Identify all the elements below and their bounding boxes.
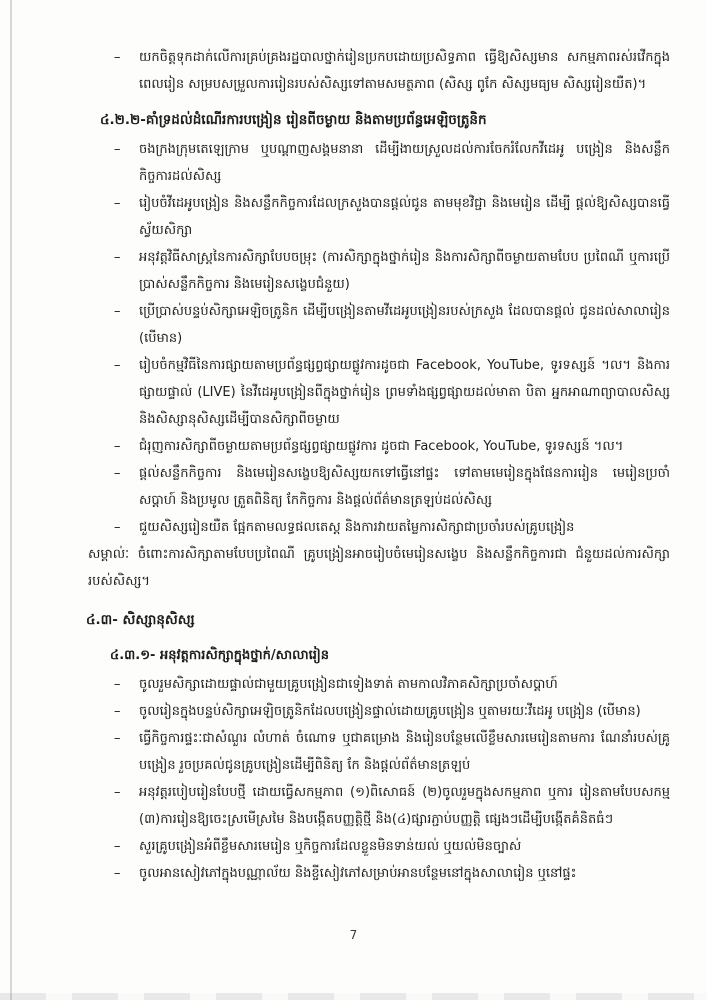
bullet-dash: –: [114, 731, 121, 746]
bullet-item: [86, 833, 670, 860]
bullet-dash: –: [114, 866, 121, 881]
scan-bottom-edge-artifact: [0, 993, 707, 1000]
bullet-text: ជួយសិស្សរៀនយឺត ផ្អែកតាមលទ្ធផលតេស្ត និងការវាយតម្លៃការសិក្សាជាប្រចាំរបស់គ្រូបង្រៀន: [139, 520, 575, 535]
bullet-dash: –: [114, 439, 121, 454]
bullet-text: ជំរុញការសិក្សាពីចម្ងាយតាមប្រព័ន្ធផ្សព្វផ្សាយផ្លូវការ ដូចជា Facebook, YouTube, ទូរទស្សន៍ ។ល។: [139, 439, 624, 454]
bullet-dash: –: [114, 196, 121, 211]
bullet-text: ចូលរួមសិក្សាដោយផ្ទាល់ជាមួយគ្រូបង្រៀនជាទៀងទាត់ តាមកាលវិភាគសិក្សាប្រចាំសប្តាហ៍: [139, 677, 558, 692]
bullet-text: សួរគ្រូបង្រៀនអំពីខ្លឹមសារមេរៀន ឬកិច្ចការដែលខ្លួនមិនទាន់យល់ ឬយល់មិនច្បាស់: [139, 839, 522, 854]
bullet-item: [86, 244, 670, 298]
bullet-text: ប្រើប្រាស់បន្ទប់សិក្សាអេឡិចត្រូនិក ដើម្បីបង្រៀនតាមវីដេអូបង្រៀនរបស់ក្រសួង ដែលបានផ្តល់ ជូនដល់សាលារៀន (បើមាន): [139, 304, 670, 346]
section-4-2-2-heading: ៤.២.២-គាំទ្រដល់ដំណើរការបង្រៀន រៀនពីចម្ងាយ និងតាមប្រព័ន្ធអេឡិចត្រូនិក: [100, 112, 487, 128]
section-4-3-1-heading: ៤.៣.១- អនុវត្តការសិក្សាក្នុងថ្នាក់/សាលារៀន: [110, 648, 330, 663]
page-number: 7: [349, 928, 358, 942]
bullet-item: [86, 779, 670, 833]
intro-bullet: [86, 44, 670, 98]
bullet-dash: –: [114, 142, 121, 157]
bullet-text: ធ្វើកិច្ចការផ្ទះៈជាសំណួរ លំហាត់ ចំណោទ ឬជាគម្រោង និងរៀនបន្ថែមលើខ្លឹមសារមេរៀនតាមការ ណែនាំរបស់គ្រូបង្រៀន រួចប្រគល់ជូនគ្រូបង្រៀនដើម្បីពិនិត្យ កែ និងផ្តល់ព័ត៌មានត្រឡប់: [139, 731, 670, 773]
bullet-text: រៀបចំកម្មវិធីនៃការផ្សាយតាមប្រព័ន្ធផ្សព្វផ្សាយផ្លូវការដូចជា Facebook, YouTube, ទូរទស្សន៍ ។ល។ និងការផ្សាយផ្ទាល់ (LIVE) នៃវីដេអូបង្រៀនពីក្នុងថ្នាក់រៀន ព្រមទាំងផ្សព្វផ្សាយដល់មាតា បិតា អ្នកអាណាព្យាបាលសិស្ស និងសិស្សានុសិស្សដើម្បីបានសិក្សាពីចម្ងាយ: [139, 358, 670, 427]
bullet-text: ផ្តល់សន្លឹកកិច្ចការ និងមេរៀនសង្ខេបឱ្យសិស្សយកទៅធ្វើនៅផ្ទះ ទៅតាមមេរៀនក្នុងផែនការរៀន មេរៀនប្រចាំសប្តាហ៍ និងប្រមូល ត្រួតពិនិត្យ កែកិច្ចការ និងផ្តល់ព័ត៌មានត្រឡប់ដល់សិស្ស: [139, 466, 670, 508]
bullet-item: [86, 725, 670, 779]
bullet-item: [86, 460, 670, 514]
bullet-item: [86, 136, 670, 190]
bullet-dash: –: [114, 358, 121, 373]
intro-bullet-text: យកចិត្តទុកដាក់លើការគ្រប់គ្រងរដ្ឋបាលថ្នាក់រៀនប្រកបដោយប្រសិទ្ធភាព ធ្វើឱ្យសិស្សមាន សកម្មភាពរស់រវើកក្នុងពេលរៀន សម្របសម្រួលការរៀនរបស់សិស្សទៅតាមសមត្ថភាព (សិស្ស ពូកែ សិស្សមធ្យម សិស្សរៀនយឺត)។: [139, 50, 670, 92]
bullet-text: អនុវត្តវិធីសាស្ត្រនៃការសិក្សាបែបចម្រុះ (ការសិក្សាក្នុងថ្នាក់រៀន និងការសិក្សាពីចម្ងាយតាមបែប ប្រពៃណី ឬការប្រើប្រាស់សន្លឹកកិច្ចការ និងមេរៀនសង្ខេបជំនួយ): [139, 250, 670, 292]
bullet-dash: –: [114, 466, 121, 481]
bullet-item: [86, 860, 670, 887]
bullet-dash: –: [114, 250, 121, 265]
bullet-text: ចូលអានសៀវភៅក្នុងបណ្ណាល័យ និងខ្ចីសៀវភៅសម្រាប់អានបន្ថែមនៅក្នុងសាលារៀន ឬនៅផ្ទះ: [139, 866, 577, 881]
bullet-text: ចូលរៀនក្នុងបន្ទប់សិក្សាអេឡិចត្រូនិកដែលបង្រៀនផ្ទាល់ដោយគ្រូបង្រៀន ឬតាមរយៈវីដេអូ បង្រៀន (បើមាន): [139, 704, 641, 719]
bullet-dash: –: [114, 677, 121, 692]
bullet-dash: –: [114, 704, 121, 719]
bullet-item: [86, 433, 670, 460]
page-content: [86, 44, 670, 887]
bullet-dash: –: [114, 785, 121, 800]
bullet-item: [86, 514, 670, 541]
bullet-text: ចងក្រងក្រុមតេឡេក្រាម ឬបណ្តាញសង្គមនានា ដើម្បីងាយស្រួលដល់ការចែករំលែកវីដេអូ បង្រៀន និងសន្លឹកកិច្ចការដល់សិស្ស: [139, 142, 670, 184]
bullet-item: [86, 698, 670, 725]
section-4-3-heading: ៤.៣- សិស្សានុសិស្ស: [86, 612, 195, 628]
bullet-dash: –: [114, 304, 121, 319]
bullet-text: អនុវត្តរបៀបរៀនបែបថ្មី ដោយធ្វើសកម្មភាព (១)ពិសោធន៍ (២)ចូលរួមក្នុងសកម្មភាព ឬការ រៀនតាមបែបសកម្ម (៣)ការរៀនឱ្យចេះស្រមើស្រមៃ និងបង្កើតបញ្ញត្តិថ្មី និង(៤)ផ្សារភ្ជាប់បញ្ញត្តិ ផ្សេងៗដើម្បីបង្កើតគំនិតធំៗ: [139, 785, 670, 827]
bullet-dash: –: [114, 839, 121, 854]
bullet-item: [86, 352, 670, 433]
section-4-3-1-bullet-list: [86, 671, 670, 887]
bullet-item: [86, 190, 670, 244]
bullet-text: រៀបចំវីដេអូបង្រៀន និងសន្លឹកកិច្ចការដែលក្រសួងបានផ្តល់ជូន តាមមុខវិជ្ជា និងមេរៀន ដើម្បី ផ្តល់ឱ្យសិស្សបានធ្វើស្វ័យសិក្សា: [139, 196, 670, 238]
bullet-dash: –: [114, 520, 121, 535]
note-paragraph: សម្គាល់ៈ ចំពោះការសិក្សាតាមបែបប្រពៃណី គ្រូបង្រៀនអាចរៀបចំមេរៀនសង្ខេប និងសន្លឹកកិច្ចការជា ជំនួយដល់ការសិក្សារបស់សិស្ស។: [88, 547, 670, 589]
bullet-item: [86, 298, 670, 352]
section-4-2-2-bullet-list: [86, 136, 670, 541]
scan-left-edge-line: [10, 0, 12, 1000]
bullet-dash: –: [114, 50, 121, 65]
bullet-item: [86, 671, 670, 698]
